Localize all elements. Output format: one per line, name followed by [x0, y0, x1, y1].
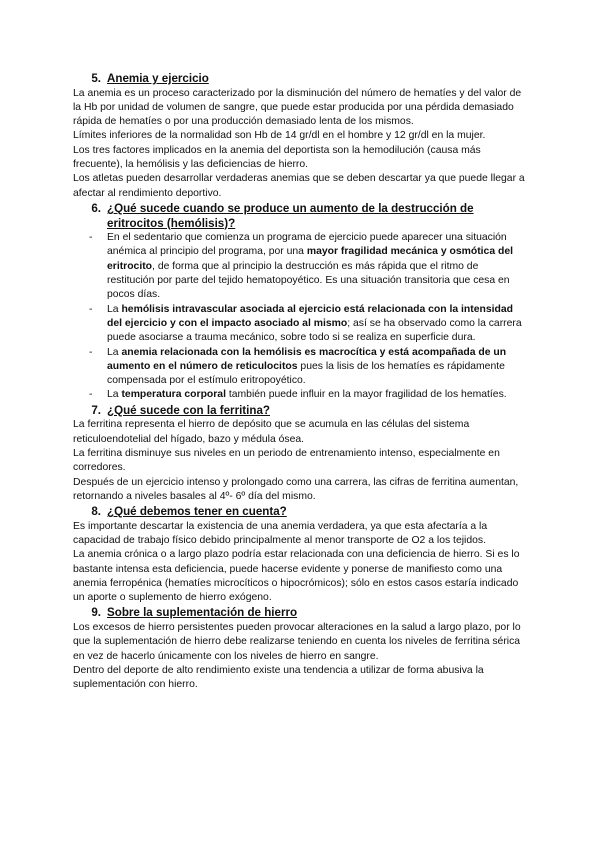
paragraph: La ferritina representa el hierro de depósito que se acumula en las células del sistema reticuloendotelial del hígado, bazo y médula ósea. [73, 419, 470, 445]
section-number: 6. [91, 201, 101, 215]
section-title: Anemia y ejercicio [107, 72, 209, 85]
section-title: ¿Qué sucede con la ferritina? [107, 403, 270, 417]
paragraph: Es importante descartar la existencia de una anemia verdadera, ya que esta afectaría a la capacidad de trabajo físico debido principalmente al menor transporte de O2 a los tejidos. [73, 520, 488, 546]
list-item: - La anemia relacionada con la hemólisis es macrocítica y está acompañada de un aumento en el número de reticulocitos pues la lisis de los hematíes es rápidamente compensada por el estímulo eritropoyético. [73, 346, 525, 389]
list-item: - En el sedentario que comienza un programa de ejercicio puede aparecer una situación anémica al principio del programa, por una mayor fragilidad mecánica y osmótica del eritrocito, de forma que al principio la destrucción es más rápida que el ritmo de restitución por parte del tejido hematopoyético. Es una situación transitoria que cesa en pocos días. [73, 231, 525, 302]
section-number: 9. [91, 606, 101, 620]
paragraph: Después de un ejercicio intenso y prolongado como una carrera, las cifras de ferritina aumentan, retornando a niveles basales al 4º- 6º día del mismo. [73, 476, 519, 502]
section-heading-9 [73, 606, 525, 621]
hemolysis-list [73, 231, 525, 403]
paragraph: La anemia es un proceso caracterizado por la disminución del número de hematíes y del valor de la Hb por unidad de volumen de sangre, que puede estar producida por una pérdida demasiado rápida de hematíes o por una producción demasiado lenta de los mismos. [73, 87, 522, 128]
paragraph: Límites inferiores de la normalidad son Hb de 14 gr/dl en el hombre y 12 gr/dl en la mujer. [73, 130, 486, 142]
dash-bullet: - [89, 346, 93, 358]
dash-bullet: - [89, 303, 93, 315]
list-item: - La temperatura corporal también puede influir en la mayor fragilidad de los hematíes. [73, 388, 525, 402]
paragraph: Los tres factores implicados en la anemia del deportista son la hemodilución (causa más frecuente), la hemólisis y las deficiencias de hierro. [73, 144, 481, 171]
paragraph: La ferritina disminuye sus niveles en un periodo de entrenamiento intenso, especialmente en corredores. [73, 447, 500, 474]
dash-bullet: - [89, 389, 93, 401]
section-number: 7. [91, 403, 101, 417]
paragraph: La anemia crónica o a largo plazo podría estar relacionada con una deficiencia de hierro. Si es lo bastante intensa esta deficiencia, puede hacerse evidente y ponerse de manifiesto como una anemia ferropénica (hematíes microcíticos o hipocrómicos); sólo en estos casos estaría indicado un aporte o suplemento de hierro exógeno. [73, 549, 520, 604]
section-heading-8 [73, 505, 525, 520]
section-heading-6 [73, 202, 525, 231]
section-title: ¿Qué debemos tener en cuenta? [107, 505, 287, 519]
paragraph: Los excesos de hierro persistentes pueden provocar alteraciones en la salud a largo plazo, por lo que la suplementación de hierro debe realizarse teniendo en cuenta los niveles de ferritina sérica en vez de hacerlo únicamente con los niveles de hierro en sangre. [73, 622, 521, 662]
section-title: Sobre la suplementación de hierro [107, 606, 298, 620]
section-number: 5. [91, 72, 101, 85]
paragraph: Dentro del deporte de alto rendimiento existe una tendencia a utilizar de forma abusiva la suplementación con hierro. [73, 664, 484, 691]
section-number: 8. [91, 505, 101, 519]
document-body [73, 71, 525, 693]
list-item: - La hemólisis intravascular asociada al ejercicio está relacionada con la intensidad del ejercicio y con el impacto asociado al mismo; así se ha observado como la carrera puede asociarse a trauma mecánico, sobre todo si se realiza en superficie dura. [73, 303, 525, 346]
paragraph: Los atletas pueden desarrollar verdaderas anemias que se deben descartar ya que puede llegar a afectar al rendimiento deportivo. [73, 173, 525, 199]
section-heading-7 [73, 404, 525, 419]
dash-bullet: - [89, 232, 93, 244]
section-title: ¿Qué sucede cuando se produce un aumento de la destrucción de eritrocitos (hemólisis)? [107, 201, 474, 230]
section-heading-5 [73, 72, 525, 87]
